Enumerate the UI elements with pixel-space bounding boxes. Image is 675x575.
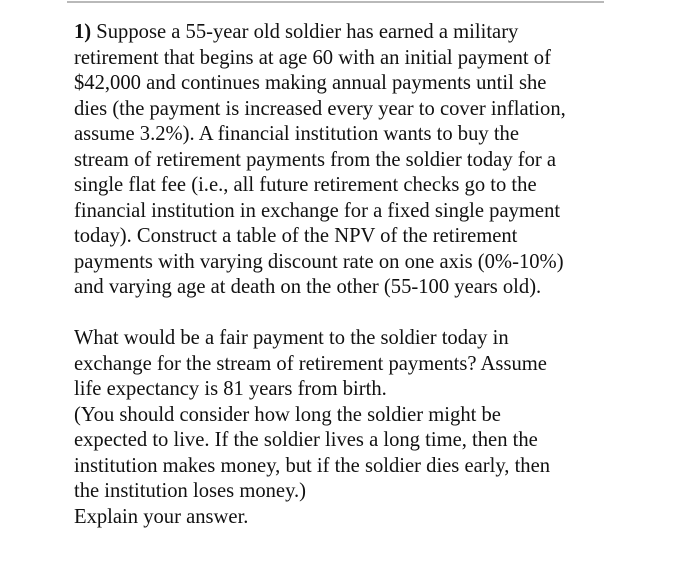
- question-line: assume 3.2%). A financial institution wants to buy the: [74, 123, 519, 145]
- question-line: the institution loses money.): [74, 480, 307, 502]
- question-text: [74, 20, 634, 530]
- question-line: single flat fee (i.e., all future retirement checks go to the: [74, 174, 537, 196]
- top-divider: [67, 1, 604, 3]
- question-line: stream of retirement payments from the soldier today for a: [74, 148, 557, 171]
- question-line: dies (the payment is increased every year to cover inflation,: [74, 97, 566, 120]
- paragraph-gap: [74, 301, 634, 327]
- question-line: 1) Suppose a 55-year old soldier has earned a military: [74, 21, 519, 43]
- question-line: expected to live. If the soldier lives a long time, then the: [74, 429, 538, 451]
- question-line: What would be a fair payment to the soldier today in: [74, 327, 509, 349]
- question-number: 1): [74, 21, 92, 43]
- question-line: life expectancy is 81 years from birth.: [74, 378, 387, 400]
- question-line: retirement that begins at age 60 with an initial payment of: [74, 46, 551, 69]
- question-line: today). Construct a table of the NPV of the retirement: [74, 225, 518, 247]
- question-line: financial institution in exchange for a fixed single payment: [74, 199, 561, 222]
- question-line: institution makes money, but if the soldier dies early, then: [74, 454, 551, 477]
- question-line: $42,000 and continues making annual payments until she: [74, 72, 547, 94]
- question-line: exchange for the stream of retirement payments? Assume: [74, 352, 547, 375]
- question-line: Explain your answer.: [74, 505, 249, 528]
- question-line: and varying age at death on the other (55-100 years old).: [74, 276, 542, 298]
- question-line: (You should consider how long the soldier might be: [74, 403, 501, 426]
- question-line: payments with varying discount rate on one axis (0%-10%): [74, 250, 564, 273]
